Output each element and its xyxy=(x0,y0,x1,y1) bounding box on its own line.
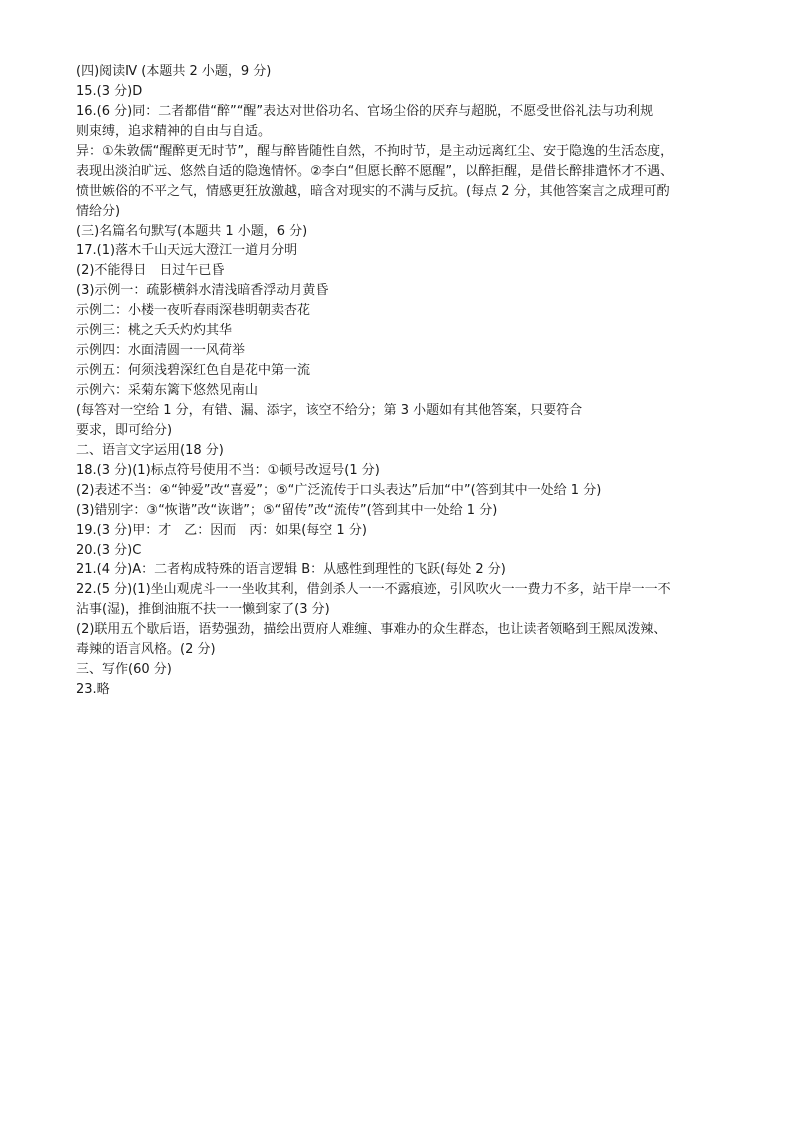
text-line: 毒辣的语言风格。(2 分) xyxy=(76,642,216,658)
text-line: 17.(1)落木千山天远大澄江一道月分明 xyxy=(76,243,298,259)
text-line: 异：①朱敦儒“醒醉更无时节”，醒与醉皆随性自然，不拘时节，是主动远离红尘、安于隐逸的生活态度， xyxy=(76,143,674,159)
text-line: 示例四：水面清圆一一风荷举 xyxy=(76,343,246,359)
text-line: 三、写作(60 分) xyxy=(76,662,172,678)
text-line: 愤世嫉俗的不平之气，情感更狂放激越，暗含对现实的不满与反抗。(每点 2 分，其他答案言之成理可酌 xyxy=(76,183,670,199)
text-line: 20.(3 分)C xyxy=(76,542,142,558)
text-line: 示例六：采菊东篱下悠然见南山 xyxy=(76,383,259,398)
text-line: (三)名篇名句默写(本题共 1 小题，6 分) xyxy=(76,223,308,239)
text-line: (每答对一空给 1 分，有错、漏、添字，该空不给分；第 3 小题如有其他答案，只要符合 xyxy=(76,402,583,418)
text-line: (四)阅读Ⅳ (本题共 2 小题，9 分) xyxy=(76,64,272,79)
text-line: 情给分) xyxy=(76,203,121,219)
text-line: 22.(5 分)(1)坐山观虎斗一一坐收其利，借剑杀人一一不露痕迹，引风吹火一一费力不多，站干岸一一不 xyxy=(76,582,671,598)
text-line: 二、语言文字运用(18 分) xyxy=(76,442,224,458)
text-line: 15.(3 分)D xyxy=(76,83,143,99)
answer-document xyxy=(76,62,736,700)
text-line: 18.(3 分)(1)标点符号使用不当：①顿号改逗号(1 分) xyxy=(76,462,380,478)
text-line: 23.略 xyxy=(76,682,110,698)
text-line: 则束缚，追求精神的自由与自适。 xyxy=(76,123,272,139)
text-line: (2)不能得日 日过午已昏 xyxy=(76,263,225,279)
text-line: 示例五：何须浅碧深红色自是花中第一流 xyxy=(76,363,311,379)
text-line: 要求，即可给分) xyxy=(76,422,173,438)
text-line: 沾事(湿)，推倒油瓶不扶一一懒到家了(3 分) xyxy=(76,602,330,618)
text-line: (2)联用五个歇后语，语势强劲，描绘出贾府人难缠、事难办的众生群态，也让读者领略到王熙凤泼辣、 xyxy=(76,622,667,638)
text-line: 示例三：桃之夭夭灼灼其华 xyxy=(76,323,233,339)
text-line: 示例二：小楼一夜听春雨深巷明朝卖杏花 xyxy=(76,303,311,319)
text-line: 19.(3 分)甲：才 乙：因而 丙：如果(每空 1 分) xyxy=(76,522,367,538)
text-line: 16.(6 分)同：二者都借“醉”“醒”表达对世俗功名、官场尘俗的厌弃与超脱，不愿受世俗礼法与功利规 xyxy=(76,103,654,119)
text-line: (2)表述不当：④“钟爱”改“喜爱”；⑤“广泛流传于口头表达”后加“中”(答到其中一处给 1 分) xyxy=(76,482,602,498)
text-line: 21.(4 分)A：二者构成特殊的语言逻辑 B：从感性到理性的飞跃(每处 2 分) xyxy=(76,562,506,578)
text-line: (3)示例一：疏影横斜水清浅暗香浮动月黄昏 xyxy=(76,283,329,299)
text-line: 表现出淡泊旷远、悠然自适的隐逸情怀。②李白“但愿长醉不愿醒”，以醉拒醒，是借长醉排遣怀才不遇、 xyxy=(76,163,674,179)
text-line: (3)错别字：③“恢谐”改“诙谐”；⑤“留传”改“流传”(答到其中一处给 1 分) xyxy=(76,502,498,518)
